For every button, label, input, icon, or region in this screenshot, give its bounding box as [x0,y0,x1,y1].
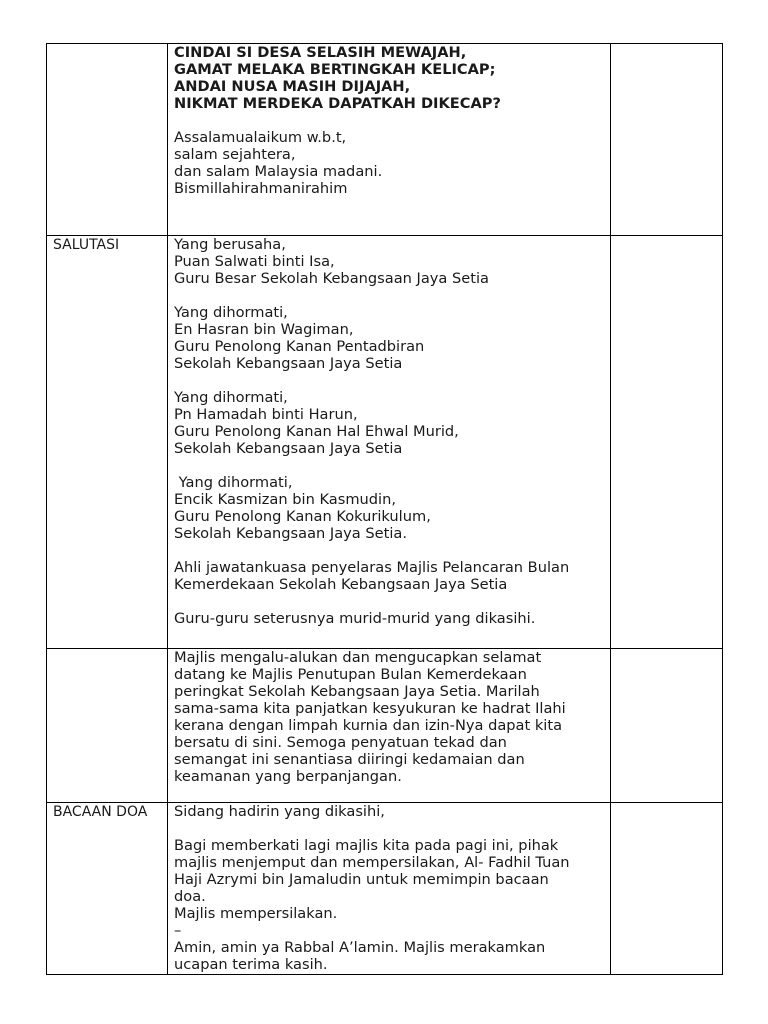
script-paragraph [174,610,604,627]
script-line: Sekolah Kebangsaan Jaya Setia. [174,525,407,542]
section-label-cell [47,649,168,803]
script-line: Bagi memberkati lagi majlis kita pada pagi ini, pihak [174,837,559,854]
script-line: Bismillahirahmanirahim [174,180,348,197]
script-paragraph [174,129,604,197]
section-label-cell [47,236,168,649]
script-line: Yang dihormati, [174,389,288,406]
script-line: sama-sama kita panjatkan kesyukuran ke hadrat Ilahi [174,700,566,717]
notes-cell [611,803,723,975]
script-paragraph [174,474,604,542]
script-table-body [47,44,723,975]
script-line: peringkat Sekolah Kebangsaan Jaya Setia. Marilah [174,683,540,700]
script-line: Yang berusaha, [174,236,286,253]
script-line: Ahli jawatankuasa penyelaras Majlis Pelancaran Bulan [174,559,570,576]
script-line: GAMAT MELAKA BERTINGKAH KELICAP; [174,61,496,78]
script-content-cell [168,236,611,649]
script-line: En Hasran bin Wagiman, [174,321,354,338]
script-line: Majlis mempersilakan. [174,905,338,922]
script-content-cell [168,649,611,803]
pantun-verse [174,44,604,112]
script-paragraph [174,559,604,593]
script-paragraph [174,837,604,973]
script-paragraph [174,803,604,820]
script-line: ucapan terima kasih. [174,956,328,973]
script-line: Guru Penolong Kanan Kokurikulum, [174,508,431,525]
notes-cell [611,44,723,236]
script-line: Assalamualaikum w.b.t, [174,129,347,146]
script-line: salam sejahtera, [174,146,296,163]
script-paragraph [174,236,604,287]
script-line: keamanan yang berpanjangan. [174,768,402,785]
script-line: Encik Kasmizan bin Kasmudin, [174,491,396,508]
script-line: Majlis mengalu-alukan dan mengucapkan selamat [174,649,542,666]
script-line: Haji Azrymi bin Jamaludin untuk memimpin bacaan [174,871,549,888]
script-line: CINDAI SI DESA SELASIH MEWAJAH, [174,44,467,61]
script-content-cell [168,44,611,236]
script-line: Sekolah Kebangsaan Jaya Setia [174,440,403,457]
script-line: Amin, amin ya Rabbal A’lamin. Majlis merakamkan [174,939,546,956]
script-line: majlis menjemput dan mempersilakan, Al- Fadhil Tuan [174,854,570,871]
section-label-cell [47,803,168,975]
script-line: Yang dihormati, [174,474,293,491]
script-line: Puan Salwati binti Isa, [174,253,335,270]
script-line: NIKMAT MERDEKA DAPATKAH DIKECAP? [174,95,501,112]
notes-cell [611,649,723,803]
table-row [47,803,723,975]
script-line: ANDAI NUSA MASIH DIJAJAH, [174,78,411,95]
section-label: BACAAN DOA [53,804,148,820]
notes-cell [611,236,723,649]
table-row [47,649,723,803]
script-content-cell [168,803,611,975]
script-line: Pn Hamadah binti Harun, [174,406,358,423]
script-line: bersatu di sini. Semoga penyatuan tekad dan [174,734,507,751]
table-row [47,236,723,649]
script-line: kerana dengan limpah kurnia dan izin-Nya dapat kita [174,717,563,734]
script-line: Sidang hadirin yang dikasihi, [174,803,385,820]
script-line: Guru-guru seterusnya murid-murid yang dikasihi. [174,610,536,627]
table-row [47,44,723,236]
script-line: semangat ini senantiasa diiringi kedamaian dan [174,751,525,768]
script-paragraph [174,389,604,457]
script-line: dan salam Malaysia madani. [174,163,383,180]
section-label-cell [47,44,168,236]
script-line: Guru Besar Sekolah Kebangsaan Jaya Setia [174,270,489,287]
script-line: Guru Penolong Kanan Hal Ehwal Murid, [174,423,459,440]
script-line: datang ke Majlis Penutupan Bulan Kemerdekaan [174,666,527,683]
speech-script-table [46,43,723,975]
script-line: doa. [174,888,206,905]
script-line: Guru Penolong Kanan Pentadbiran [174,338,425,355]
script-paragraph [174,304,604,372]
script-line: Yang dihormati, [174,304,288,321]
script-line: Sekolah Kebangsaan Jaya Setia [174,355,403,372]
script-line: – [174,922,182,939]
section-label: SALUTASI [53,237,120,253]
script-line: Kemerdekaan Sekolah Kebangsaan Jaya Setia [174,576,508,593]
script-paragraph [174,649,604,785]
